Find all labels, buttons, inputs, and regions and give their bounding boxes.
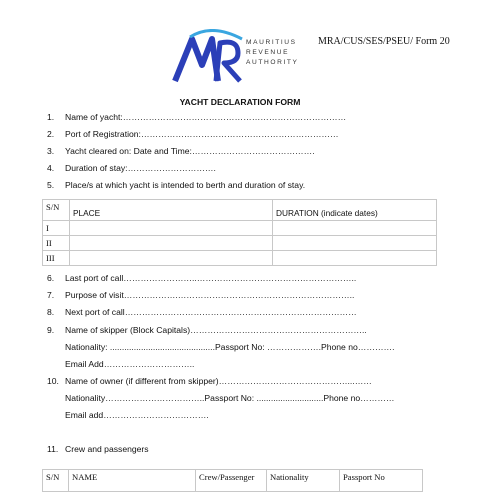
column-header-nationality: Nationality — [267, 470, 340, 492]
skipper-nationality-passport-phone[interactable]: Nationality: ............................................Passport No: ……………….Phone no…………. — [65, 342, 395, 352]
item-number: 8. — [47, 307, 55, 317]
item-number: 9. — [47, 325, 55, 335]
column-header-place: PLACE — [70, 200, 273, 221]
logo-word: MAURITIUS — [246, 39, 297, 46]
column-header-sn: S/N — [43, 470, 69, 492]
item-number: 11. — [47, 444, 59, 454]
item-number: 3. — [47, 146, 55, 156]
berth-places-label: Place/s at which yacht is intended to berth and duration of stay. — [65, 180, 306, 190]
skipper-email-field[interactable]: Email Add………………………….. — [65, 359, 195, 369]
crew-passengers-table — [42, 469, 423, 492]
form-reference: MRA/CUS/SES/PSEU/ Form 20 — [318, 36, 450, 47]
place-cell[interactable] — [70, 236, 273, 251]
clearance-datetime-field[interactable]: Yacht cleared on: Date and Time:……………………………………. — [65, 146, 315, 156]
item-number: 1. — [47, 112, 55, 122]
purpose-visit-field[interactable]: Purpose of visit……………….…………………………………………………….. — [65, 290, 355, 300]
owner-name-field[interactable]: Name of owner (if different from skipper)………………………………………...…… — [65, 376, 372, 386]
item-number: 5. — [47, 180, 55, 190]
duration-stay-field[interactable]: Duration of stay:…………………………. — [65, 163, 216, 173]
item-number: 4. — [47, 163, 55, 173]
mra-logo-words — [246, 38, 299, 68]
item-number: 2. — [47, 129, 55, 139]
yacht-name-field[interactable]: Name of yacht:…………………………………………………………………… — [65, 112, 347, 122]
duration-cell[interactable] — [273, 236, 437, 251]
place-cell[interactable] — [70, 251, 273, 266]
duration-cell[interactable] — [273, 221, 437, 236]
column-header-passport: Passport No — [340, 470, 423, 492]
next-port-field[interactable]: Next port of call……………………………………………………………………… — [65, 307, 357, 317]
owner-email-field[interactable]: Email add………………………………. — [65, 410, 209, 420]
column-header-duration: DURATION (indicate dates) — [273, 200, 437, 221]
row-label: II — [43, 236, 70, 251]
form-title: YACHT DECLARATION FORM — [179, 97, 301, 107]
owner-nationality-passport-phone[interactable]: Nationality……………………………..Passport No: ............................Phone no………… — [65, 393, 395, 403]
row-label: III — [43, 251, 70, 266]
skipper-name-field[interactable]: Name of skipper (Block Capitals)…………………………………………………….. — [65, 325, 367, 335]
duration-cell[interactable] — [273, 251, 437, 266]
mra-logo — [172, 29, 298, 85]
item-number: 10. — [47, 376, 59, 386]
place-cell[interactable] — [70, 221, 273, 236]
berth-places-table — [42, 199, 437, 266]
last-port-field[interactable]: Last port of call……………………..……………………………………………….. — [65, 273, 357, 283]
logo-word: AUTHORITY — [246, 59, 299, 66]
row-label: I — [43, 221, 70, 236]
item-number: 6. — [47, 273, 55, 283]
item-number: 7. — [47, 290, 55, 300]
column-header-sn: S/N — [43, 200, 70, 221]
mra-logo-mark — [172, 29, 246, 85]
column-header-crew-passenger: Crew/Passenger — [196, 470, 267, 492]
port-registration-field[interactable]: Port of Registration:…………………………………………………………… — [65, 129, 339, 139]
crew-passengers-label: Crew and passengers — [65, 444, 149, 454]
logo-word: REVENUE — [246, 49, 290, 56]
column-header-name: NAME — [69, 470, 196, 492]
